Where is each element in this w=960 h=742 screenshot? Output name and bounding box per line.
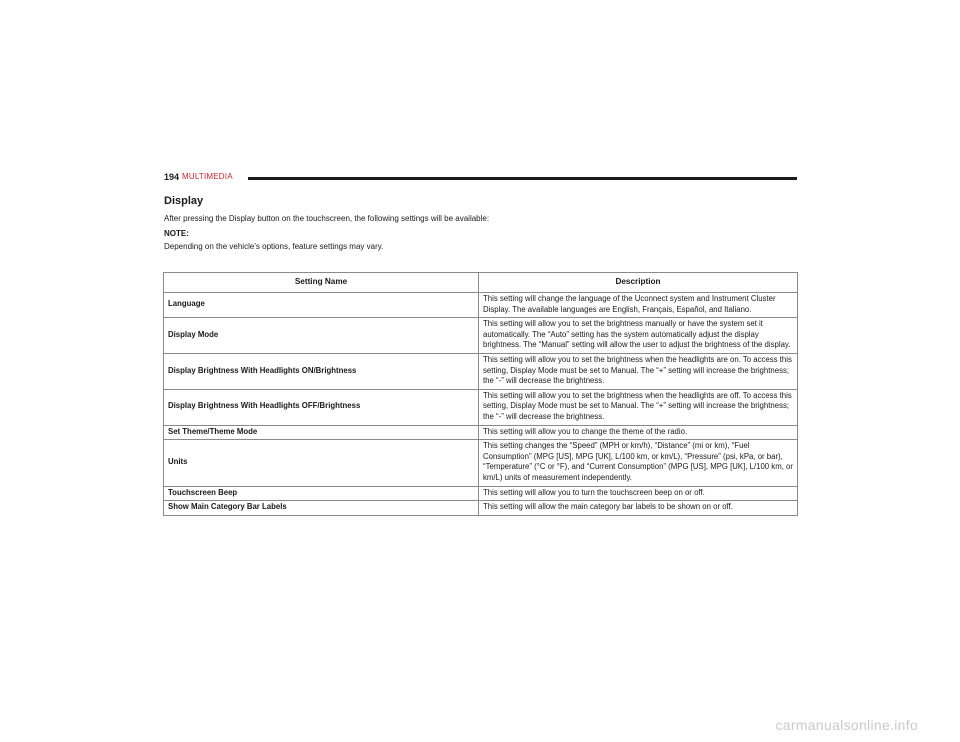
column-header-description: Description [479, 273, 798, 293]
table-row [164, 353, 798, 389]
setting-name: Units [164, 440, 479, 486]
intro-text: After pressing the Display button on the touchscreen, the following settings will be available: [164, 214, 490, 223]
page-number: 194 [164, 172, 180, 182]
setting-name: Display Mode [164, 318, 479, 354]
table-row [164, 425, 798, 440]
setting-description: This setting will allow you to change the theme of the radio. [479, 425, 798, 440]
watermark-text: carmanualsonline.info [775, 717, 918, 733]
note-text: Depending on the vehicle’s options, feature settings may vary. [164, 242, 384, 251]
setting-description: This setting changes the “Speed” (MPH or km/h), “Distance” (mi or km), “Fuel Consumption” (MPG [US], MPG [UK], L/100 km, or km/L), “Pressure” (psi, kPa, or bar), “Temperature” (°C or °F), and “Current Consumption” (MPG [US], MPG [UK], L/100 km, or km/L) units of measurement independently. [479, 440, 798, 486]
table-row [164, 389, 798, 425]
setting-description: This setting will change the language of the Uconnect system and Instrument Cluster Display. The available languages are English, Français, Español, and Italiano. [479, 293, 798, 318]
note-label: NOTE: [164, 229, 189, 238]
setting-name: Language [164, 293, 479, 318]
setting-name: Set Theme/Theme Mode [164, 425, 479, 440]
table-row [164, 501, 798, 516]
setting-description: This setting will allow you to turn the touchscreen beep on or off. [479, 486, 798, 501]
setting-name: Display Brightness With Headlights OFF/Brightness [164, 389, 479, 425]
setting-name: Touchscreen Beep [164, 486, 479, 501]
table-row [164, 293, 798, 318]
setting-name: Display Brightness With Headlights ON/Brightness [164, 353, 479, 389]
section-title: Display [164, 195, 204, 207]
setting-description: This setting will allow you to set the brightness when the headlights are on. To access this setting, Display Mode must be set to Manual. The “+” setting will increase the brightness; the “-” will decrease the brightness. [479, 353, 798, 389]
header-rule [248, 177, 797, 180]
table-row [164, 440, 798, 486]
setting-description: This setting will allow you to set the brightness manually or have the system set it automatically. The “Auto” setting has the system automatically adjust the display brightness. The “Manual” setting will allow the user to adjust the brightness of the display. [479, 318, 798, 354]
table-row [164, 486, 798, 501]
section-name: MULTIMEDIA [182, 172, 233, 181]
setting-description: This setting will allow the main category bar labels to be shown on or off. [479, 501, 798, 516]
table-row [164, 318, 798, 354]
page-header [164, 172, 797, 184]
setting-name: Show Main Category Bar Labels [164, 501, 479, 516]
table-header-row [164, 273, 798, 293]
column-header-setting-name: Setting Name [164, 273, 479, 293]
settings-table [163, 272, 798, 516]
setting-description: This setting will allow you to set the brightness when the headlights are off. To access this setting, Display Mode must be set to Manual. The “+” setting will increase the brightness; the “-” will decrease the brightness. [479, 389, 798, 425]
